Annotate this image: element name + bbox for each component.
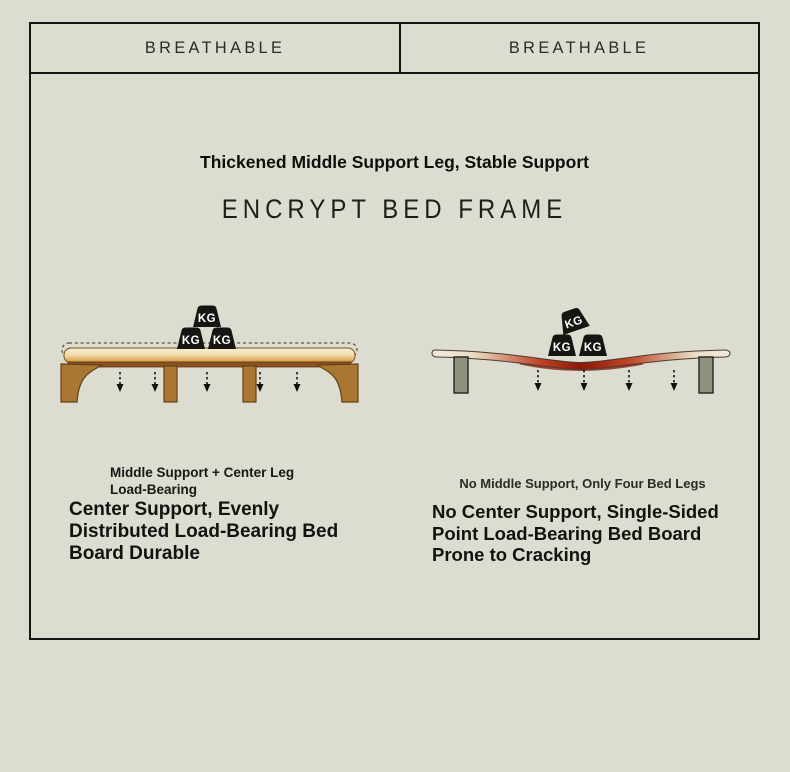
curved-leg-left	[61, 364, 102, 402]
kg-weight-icon	[579, 335, 607, 357]
force-arrowheads-left	[117, 384, 301, 392]
left-heading-line3: Board Durable	[69, 543, 200, 564]
force-arrowheads-right	[535, 383, 678, 391]
curved-leg-right	[317, 364, 358, 402]
left-caption-line1: Middle Support + Center Leg	[110, 465, 295, 480]
right-heading-line2: Point Load-Bearing Bed Board	[432, 522, 702, 544]
svg-text:KG: KG	[583, 342, 603, 354]
comparison-frame	[29, 22, 760, 640]
center-leg-left	[164, 366, 177, 402]
right-caption: No Middle Support, Only Four Bed Legs	[459, 476, 706, 491]
breathable-label-right: BREATHABLE	[509, 38, 650, 57]
left-heading	[69, 499, 338, 565]
kg-weight-icon	[193, 306, 221, 328]
right-heading-line1: No Center Support, Single-Sided	[432, 501, 719, 522]
svg-text:KG: KG	[197, 313, 217, 325]
wooden-legs	[61, 364, 358, 402]
bed-board-rail	[68, 362, 351, 367]
force-arrows-left	[120, 372, 297, 385]
svg-text:KG: KG	[181, 335, 201, 347]
header-cell-left	[31, 24, 401, 72]
left-heading-line2: Distributed Load-Bearing Bed	[69, 521, 339, 542]
right-heading	[432, 501, 719, 566]
svg-text:KG: KG	[552, 342, 572, 354]
svg-text:KG: KG	[563, 314, 585, 332]
header-row	[31, 24, 758, 74]
kg-weights-stack-left	[177, 306, 236, 350]
flat-bed-board	[64, 348, 355, 363]
breathable-label-left: BREATHABLE	[144, 38, 286, 57]
kg-weight-icon	[177, 328, 205, 350]
end-leg-right	[699, 357, 713, 393]
svg-text:KG: KG	[212, 335, 232, 347]
left-caption	[110, 464, 294, 498]
end-leg-left	[454, 357, 468, 393]
left-caption-line2: Load-Bearing	[110, 482, 198, 497]
kg-weight-icon	[548, 335, 576, 357]
bed-frame-with-center-support-illustration	[55, 300, 367, 406]
kg-weight-icon	[208, 328, 236, 350]
page-subtitle: ENCRYPT BED FRAME	[221, 194, 568, 225]
force-arrows-right	[538, 370, 674, 384]
header-cell-right	[401, 24, 758, 72]
bed-frame-without-center-support-illustration	[425, 300, 737, 406]
center-leg-right	[243, 366, 256, 402]
right-heading-line3: Prone to Cracking	[432, 544, 592, 565]
kg-weights-stack-right	[548, 306, 607, 356]
page-title: Thickened Middle Support Leg, Stable Support	[200, 152, 589, 172]
left-heading-line1: Center Support, Evenly	[69, 499, 280, 520]
kg-weight-tilted-icon	[556, 306, 589, 335]
